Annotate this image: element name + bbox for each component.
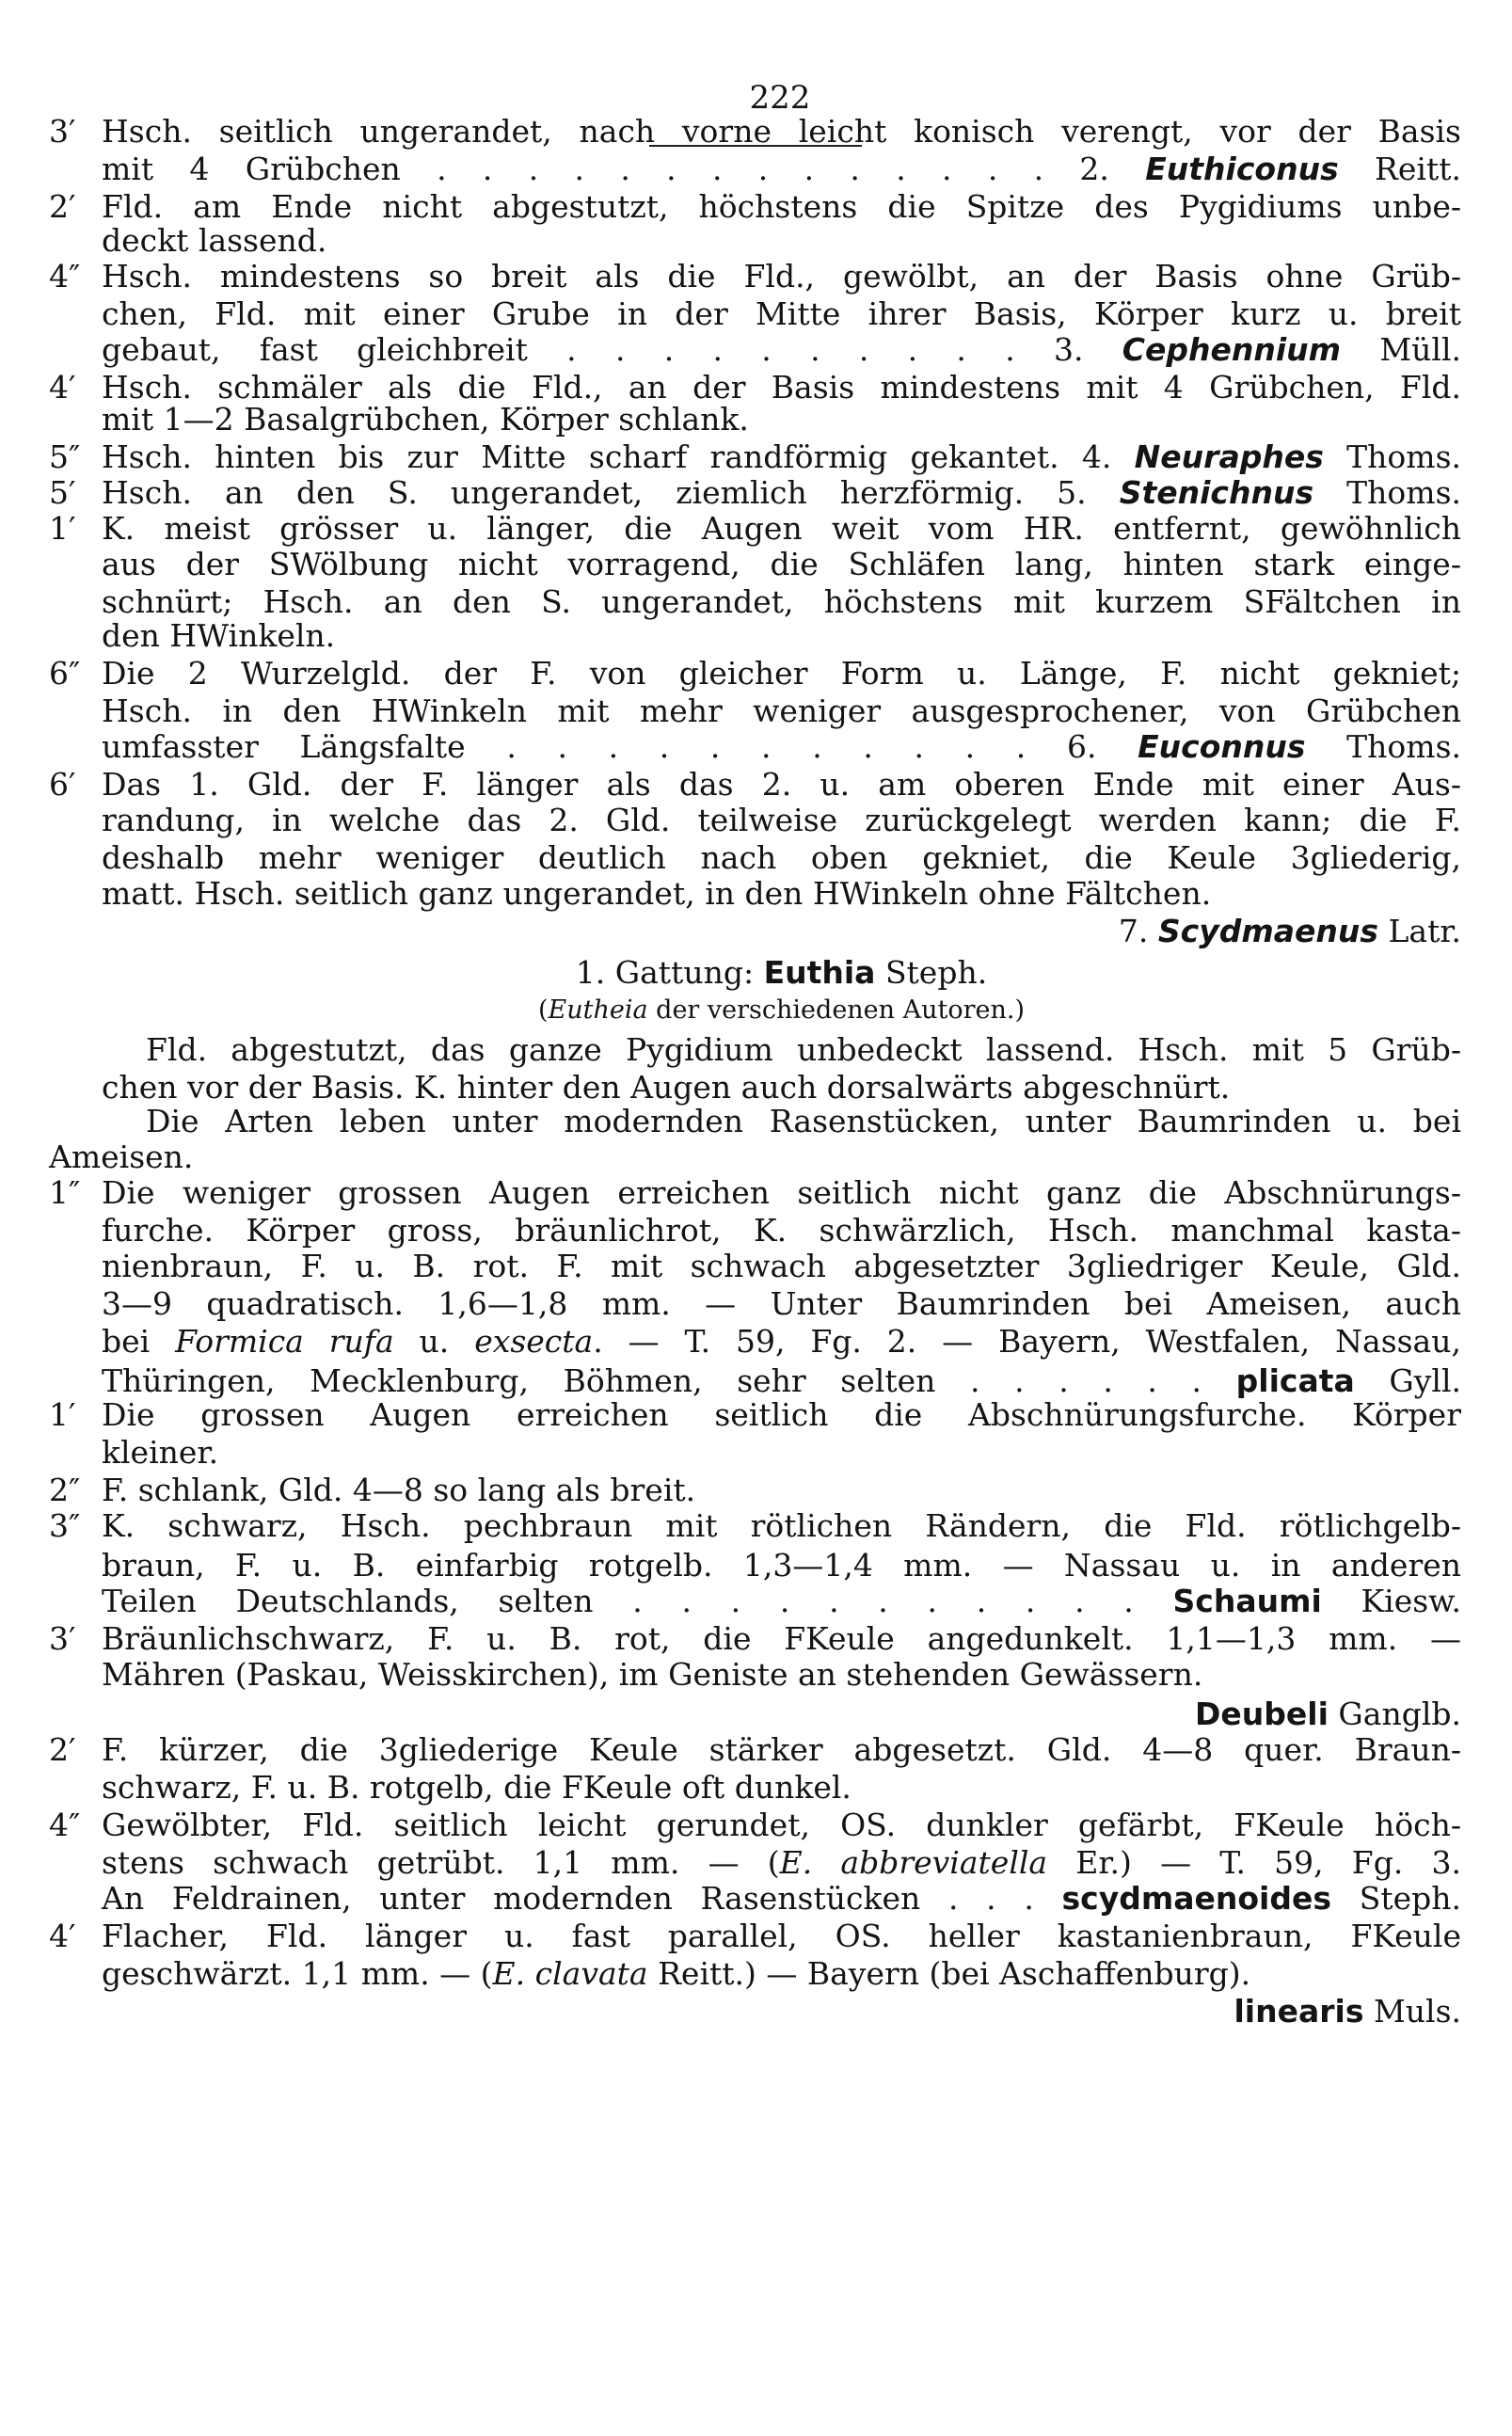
text-run: Thoms. <box>1323 438 1461 475</box>
text-line <box>0 1767 1512 1808</box>
text-run: Die grossen Augen erreichen seitlich die Abschnürungsfurche. Körper <box>102 1396 1461 1433</box>
text-run: mit 1—2 Basalgrübchen, Körper schlank. <box>102 401 749 438</box>
text-run: Steph. <box>875 954 988 991</box>
line-text <box>102 615 1461 657</box>
text-run: 3—9 quadratisch. 1,6—1,8 mm. — Unter Baumrinden bei Ameisen, auch <box>102 1285 1461 1322</box>
italic-text: Eutheia <box>548 995 648 1025</box>
genus-name: Euconnus <box>1138 728 1306 765</box>
key-couplet-number: 3″ <box>49 1507 81 1544</box>
genus-heading-name: Euthia <box>763 954 876 991</box>
text-run: Muls. <box>1363 1993 1461 2030</box>
text-run: schwarz, F. u. B. rotgelb, die FKeule oft dunkel. <box>102 1769 851 1806</box>
text-run: mit 4 Grübchen . . . . . . . . . . . . . . 2. <box>102 151 1146 187</box>
line-text <box>102 1283 1461 1325</box>
key-couplet-number: 4″ <box>49 1807 81 1843</box>
text-run: Ganglb. <box>1328 1696 1461 1732</box>
text-line <box>0 1283 1512 1325</box>
key-couplet-number: 2′ <box>49 188 76 225</box>
text-run: chen vor der Basis. K. hinter den Augen auch dorsalwärts abgeschnürt. <box>102 1069 1231 1106</box>
text-run: ( <box>537 995 549 1025</box>
key-couplet-number: 3′ <box>49 1620 76 1657</box>
line-text <box>102 1767 1461 1808</box>
text-line <box>0 1581 1512 1622</box>
text-run: 7. <box>1118 913 1158 949</box>
key-couplet-number: 5′ <box>49 474 76 511</box>
line-text <box>102 653 1461 694</box>
text-run: bei <box>102 1323 176 1360</box>
text-run: Fld. abgestutzt, das ganze Pygidium unbedeckt lassend. Hsch. mit 5 Grüb- <box>146 1031 1461 1068</box>
line-text <box>102 1432 1461 1473</box>
text-run: furche. Körper gross, bräunlichrot, K. schwärzlich, Hsch. manchmal kasta- <box>102 1212 1461 1249</box>
line-text <box>102 1581 1461 1622</box>
text-line <box>0 990 1512 1031</box>
text-line <box>0 1172 1512 1214</box>
text-line <box>0 952 1512 994</box>
text-run: Thoms. <box>1305 728 1462 765</box>
key-couplet-number: 2′ <box>49 1731 76 1768</box>
key-couplet-number: 4″ <box>49 258 81 295</box>
text-run: deckt lassend. <box>102 222 327 259</box>
line-text <box>102 873 1461 915</box>
line-text <box>102 1505 1461 1547</box>
line-text <box>102 149 1461 190</box>
text-line <box>0 800 1512 841</box>
text-run: Kiesw. <box>1321 1583 1461 1619</box>
key-couplet-number: 1′ <box>49 1396 76 1433</box>
line-text <box>102 1246 1461 1287</box>
text-line <box>0 1654 1512 1696</box>
line-text <box>102 1953 1461 1995</box>
text-run: Ameisen. <box>49 1138 194 1175</box>
text-line <box>0 149 1512 190</box>
text-run: schnürt; Hsch. an den S. ungerandet, höchstens mit kurzem SFältchen in <box>102 583 1461 620</box>
text-line <box>0 1953 1512 1995</box>
text-line <box>0 653 1512 694</box>
key-couplet-number: 5″ <box>49 438 81 475</box>
italic-text: Formica rufa <box>175 1323 394 1360</box>
line-text <box>102 1805 1461 1846</box>
text-line <box>0 1729 1512 1771</box>
key-couplet-number: 4′ <box>49 369 76 406</box>
text-run: Hsch. schmäler als die Fld., an der Basis mindestens mit 4 Grübchen, Fld. <box>102 369 1461 406</box>
text-run: Die 2 Wurzelgld. der F. von gleicher Form u. Länge, F. nicht gekniet; <box>102 655 1461 692</box>
text-line <box>0 111 1512 152</box>
species-name: linearis <box>1233 1993 1364 2030</box>
text-run: Gyll. <box>1354 1362 1462 1399</box>
text-line <box>0 615 1512 657</box>
key-couplet-number: 6″ <box>49 655 81 692</box>
line-text <box>102 544 1461 585</box>
species-name: plicata <box>1235 1362 1355 1399</box>
key-couplet-number: 2″ <box>49 1472 81 1508</box>
line-text <box>102 256 1461 297</box>
italic-text: E. abbreviatella <box>779 1844 1048 1881</box>
text-run: Thüringen, Mecklenburg, Böhmen, sehr selten . . . . . . <box>102 1362 1236 1399</box>
line-text <box>102 111 1461 152</box>
genus-name: Euthiconus <box>1145 151 1339 187</box>
text-run: den HWinkeln. <box>102 617 336 654</box>
species-name: scydmaenoides <box>1061 1880 1332 1917</box>
text-run: Hsch. mindestens so breit als die Fld., gewölbt, an der Basis ohne Grüb- <box>102 258 1461 295</box>
text-run: Reitt. <box>1338 151 1461 187</box>
page-number: 222 <box>749 79 811 117</box>
text-line <box>0 1394 1512 1436</box>
text-run: stens schwach getrübt. 1,1 mm. — ( <box>102 1844 780 1881</box>
line-text <box>102 329 1461 371</box>
text-run: Thoms. <box>1313 474 1462 511</box>
text-run: nienbraun, F. u. B. rot. F. mit schwach abgesetzter 3gliedriger Keule, Gld. <box>102 1248 1461 1284</box>
text-run: umfasster Längsfalte . . . . . . . . . . . 6. <box>102 728 1138 765</box>
line-text <box>102 952 1461 994</box>
text-run: aus der SWölbung nicht vorragend, die Schläfen lang, hinten stark einge- <box>102 546 1461 582</box>
line-text <box>102 1394 1461 1436</box>
text-run: Das 1. Gld. der F. länger als das 2. u. am oberen Ende mit einer Aus- <box>102 766 1461 803</box>
line-text <box>102 1172 1461 1214</box>
line-text <box>102 911 1461 952</box>
text-run: braun, F. u. B. einfarbig rotgelb. 1,3—1,4 mm. — Nassau u. in anderen <box>102 1547 1461 1584</box>
text-line <box>0 1805 1512 1846</box>
text-line <box>0 1916 1512 1957</box>
text-line <box>0 1505 1512 1547</box>
genus-name: Stenichnus <box>1119 474 1314 511</box>
text-run: Steph. <box>1331 1880 1461 1917</box>
text-run: u. <box>393 1323 475 1360</box>
text-run: Müll. <box>1341 331 1461 368</box>
text-line <box>0 1432 1512 1473</box>
text-run: Hsch. hinten bis zur Mitte scharf randförmig gekantet. 4. <box>102 438 1135 475</box>
species-name: Deubeli <box>1195 1696 1329 1732</box>
text-run: Reitt.) — Bayern (bei Aschaffenburg). <box>647 1955 1251 1992</box>
line-text <box>102 1729 1461 1771</box>
key-couplet-number: 1″ <box>49 1174 81 1211</box>
text-line <box>0 911 1512 952</box>
text-run: F. kürzer, die 3gliederige Keule stärker abgesetzt. Gld. 4—8 quer. Braun- <box>102 1731 1461 1768</box>
key-couplet-number: 3′ <box>49 113 76 150</box>
text-line <box>0 544 1512 585</box>
text-run: Fld. am Ende nicht abgestutzt, höchstens die Spitze des Pygidiums unbe- <box>102 188 1461 225</box>
text-line <box>0 1246 1512 1287</box>
key-couplet-number: 4′ <box>49 1918 76 1954</box>
text-run: chen, Fld. mit einer Grube in der Mitte ihrer Basis, Körper kurz u. breit <box>102 295 1461 332</box>
text-run: randung, in welche das 2. Gld. teilweise zurückgelegt werden kann; die F. <box>102 802 1461 838</box>
text-run: Flacher, Fld. länger u. fast parallel, OS. heller kastanienbraun, FKeule <box>102 1918 1461 1954</box>
text-run: Die weniger grossen Augen erreichen seitlich nicht ganz die Abschnürungs- <box>102 1174 1461 1211</box>
line-text <box>102 1991 1461 2032</box>
text-line <box>0 873 1512 915</box>
text-run: F. schlank, Gld. 4—8 so lang als breit. <box>102 1472 696 1508</box>
text-line <box>0 399 1512 440</box>
text-run: Hsch. in den HWinkeln mit mehr weniger ausgesprochener, von Grübchen <box>102 693 1461 729</box>
text-run: matt. Hsch. seitlich ganz ungerandet, in den HWinkeln ohne Fältchen. <box>102 875 1212 912</box>
text-run: Bräunlichschwarz, F. u. B. rot, die FKeule angedunkelt. 1,1—1,3 mm. — <box>102 1620 1461 1657</box>
text-run: geschwärzt. 1,1 mm. — ( <box>102 1955 493 1992</box>
key-couplet-number: 1′ <box>49 510 76 547</box>
text-run: kleiner. <box>102 1434 219 1471</box>
text-run: K. meist grösser u. länger, die Augen weit vom HR. entfernt, gewöhnlich <box>102 510 1461 547</box>
text-run: Die Arten leben unter modernden Rasenstücken, unter Baumrinden u. bei <box>146 1103 1461 1139</box>
text-line <box>0 726 1512 768</box>
italic-text: exsecta <box>474 1323 594 1360</box>
text-line <box>0 256 1512 297</box>
text-line <box>0 329 1512 371</box>
line-text <box>102 1878 1461 1919</box>
line-text <box>102 1321 1461 1362</box>
text-run: Gewölbter, Fld. seitlich leicht gerundet, OS. dunkler gefärbt, FKeule höch- <box>102 1807 1461 1843</box>
genus-name: Cephennium <box>1122 331 1342 368</box>
text-run: K. schwarz, Hsch. pechbraun mit rötlichen Rändern, die Fld. rötlichgelb- <box>102 1507 1461 1544</box>
italic-text: E. clavata <box>492 1955 648 1992</box>
text-run: Hsch. seitlich ungerandet, nach vorne leicht konisch verengt, vor der Basis <box>102 113 1461 150</box>
text-line <box>0 1878 1512 1919</box>
text-run: der verschiedenen Autoren.) <box>647 995 1026 1025</box>
text-run: deshalb mehr weniger deutlich nach oben gekniet, die Keule 3gliederig, <box>102 839 1461 876</box>
text-run: gebaut, fast gleichbreit . . . . . . . . . . 3. <box>102 331 1122 368</box>
line-text <box>102 726 1461 768</box>
text-run: Teilen Deutschlands, selten . . . . . . . . . . . <box>102 1583 1173 1619</box>
line-text <box>102 399 1461 440</box>
line-text <box>102 800 1461 841</box>
text-run: Mähren (Paskau, Weisskirchen), im Geniste an stehenden Gewässern. <box>102 1656 1203 1693</box>
line-text <box>102 1916 1461 1957</box>
text-run: Hsch. an den S. ungerandet, ziemlich herzförmig. 5. <box>102 474 1120 511</box>
text-run: Latr. <box>1378 913 1461 949</box>
text-line <box>0 1321 1512 1362</box>
species-name: Schaumi <box>1172 1583 1322 1619</box>
text-run: Er.) — T. 59, Fg. 3. <box>1047 1844 1461 1881</box>
key-couplet-number: 6′ <box>49 766 76 803</box>
text-run: An Feldrainen, unter modernden Rasenstücken . . . <box>102 1880 1062 1917</box>
genus-name: Scydmaenus <box>1157 913 1379 949</box>
line-text <box>102 990 1461 1031</box>
text-line <box>0 1029 1512 1071</box>
text-run: 1. Gattung: <box>575 954 764 991</box>
genus-name: Neuraphes <box>1134 438 1324 475</box>
line-text <box>146 1029 1461 1071</box>
text-run: . — T. 59, Fg. 2. — Bayern, Westfalen, Nassau, <box>593 1323 1461 1360</box>
text-line <box>0 1991 1512 2032</box>
line-text <box>102 1654 1461 1696</box>
